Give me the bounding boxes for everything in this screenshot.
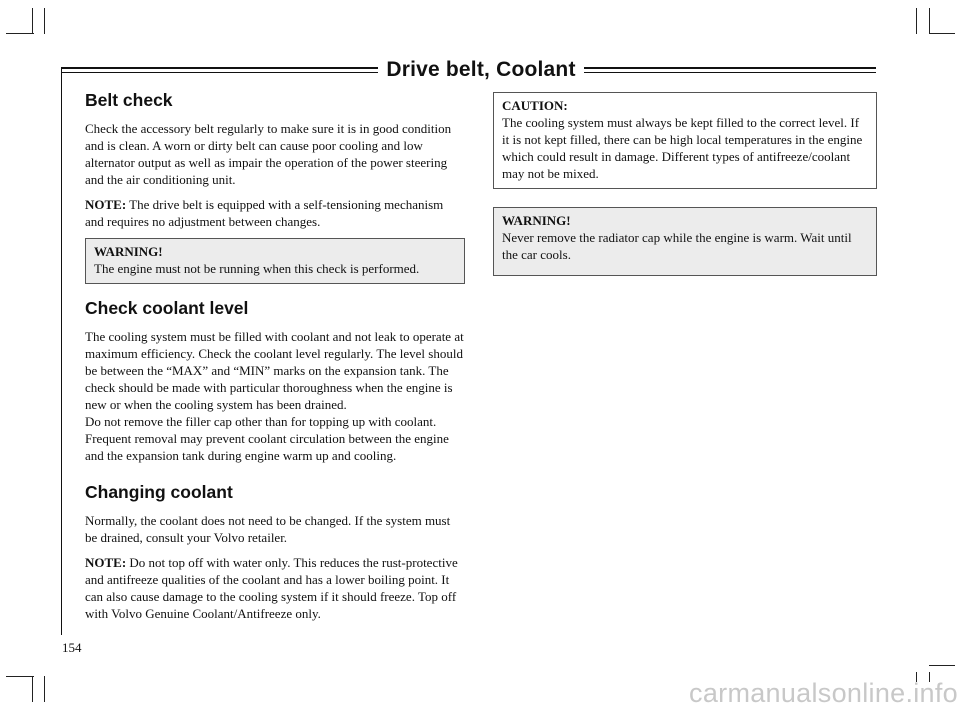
section-changing-coolant (85, 480, 465, 622)
crop-mark-tl-h (6, 33, 34, 34)
check-coolant-body (85, 328, 465, 464)
section-belt-check (85, 88, 465, 284)
right-column (493, 92, 877, 276)
crop-mark-tr-v2 (929, 8, 930, 34)
crop-mark-tl-v (44, 8, 45, 34)
watermark-text: carmanualsonline.info (689, 678, 958, 708)
left-column (85, 88, 465, 634)
crop-mark-tr-h (929, 33, 955, 34)
crop-mark-bl-v2 (32, 676, 33, 702)
changing-coolant-body: Normally, the coolant does not need to be changed. If the system must be drained, consult your Volvo retailer. (85, 513, 451, 545)
section-check-coolant (85, 296, 465, 464)
check-coolant-body-1: The cooling system must be filled with coolant and not leak to operate at maximum efficiency. Check the coolant level regularly. The level should be between the “MAX” and “MIN” marks on the expansion tank. The check should be made with particular thoroughness when the engine is new or when the cooling system has been drained. (85, 329, 464, 412)
crop-mark-bl-h (6, 676, 34, 677)
left-margin-rule (61, 67, 62, 635)
crop-mark-tl-v2 (32, 8, 33, 34)
header-rule-right (584, 67, 876, 69)
changing-coolant-note (85, 554, 465, 622)
header-rule-right-thin (584, 72, 876, 73)
header-rule-left (62, 67, 378, 69)
belt-check-body: Check the accessory belt regularly to make sure it is in good condition and is clean. A worn or dirty belt can cause poor cooling and low alternator output as well as impair the operation of the power steering and the air conditioning unit. (85, 121, 452, 187)
heading-check-coolant: Check coolant level (85, 298, 249, 318)
warning-title: WARNING! (94, 244, 163, 259)
note-label: NOTE: (85, 555, 127, 570)
warning-text: The engine must not be running when this check is performed. (94, 261, 420, 276)
note-text: Do not top off with water only. This reduces the rust-protective and antifreeze qualities of the coolant and has a lower boiling point. It can also cause damage to the cooling system if it should freeze. Top off with Volvo Genuine Coolant/Antifreeze only. (85, 555, 458, 621)
crop-mark-br-h (929, 665, 955, 666)
crop-mark-tr-v (916, 8, 917, 34)
belt-check-note (85, 196, 465, 230)
page-number: 154 (62, 640, 82, 655)
warning-box-radiator-cap (493, 207, 877, 276)
check-coolant-body-2: Do not remove the filler cap other than for topping up with coolant. Frequent removal may prevent coolant circulation between the engine and the expansion tank during engine warm up and cooling. (85, 414, 449, 463)
crop-mark-bl-v (44, 676, 45, 702)
heading-changing-coolant: Changing coolant (85, 482, 233, 502)
heading-belt-check: Belt check (85, 90, 173, 110)
caution-box-coolant-level (493, 92, 877, 189)
caution-text: The cooling system must always be kept filled to the correct level. If it is not kept filled, there can be high local temperatures in the engine which could result in damage. Different types of antifreeze/coolant may not be mixed. (502, 115, 863, 181)
note-label: NOTE: (85, 197, 127, 212)
warning-box-engine-running (85, 238, 465, 284)
note-text: The drive belt is equipped with a self-tensioning mechanism and requires no adjustment between changes. (85, 197, 444, 229)
page-title: Drive belt, Coolant (386, 58, 576, 81)
header-rule-left-thin (62, 72, 378, 73)
caution-title: CAUTION: (502, 98, 568, 113)
warning-text: Never remove the radiator cap while the engine is warm. Wait until the car cools. (502, 230, 852, 262)
warning-title: WARNING! (502, 213, 571, 228)
